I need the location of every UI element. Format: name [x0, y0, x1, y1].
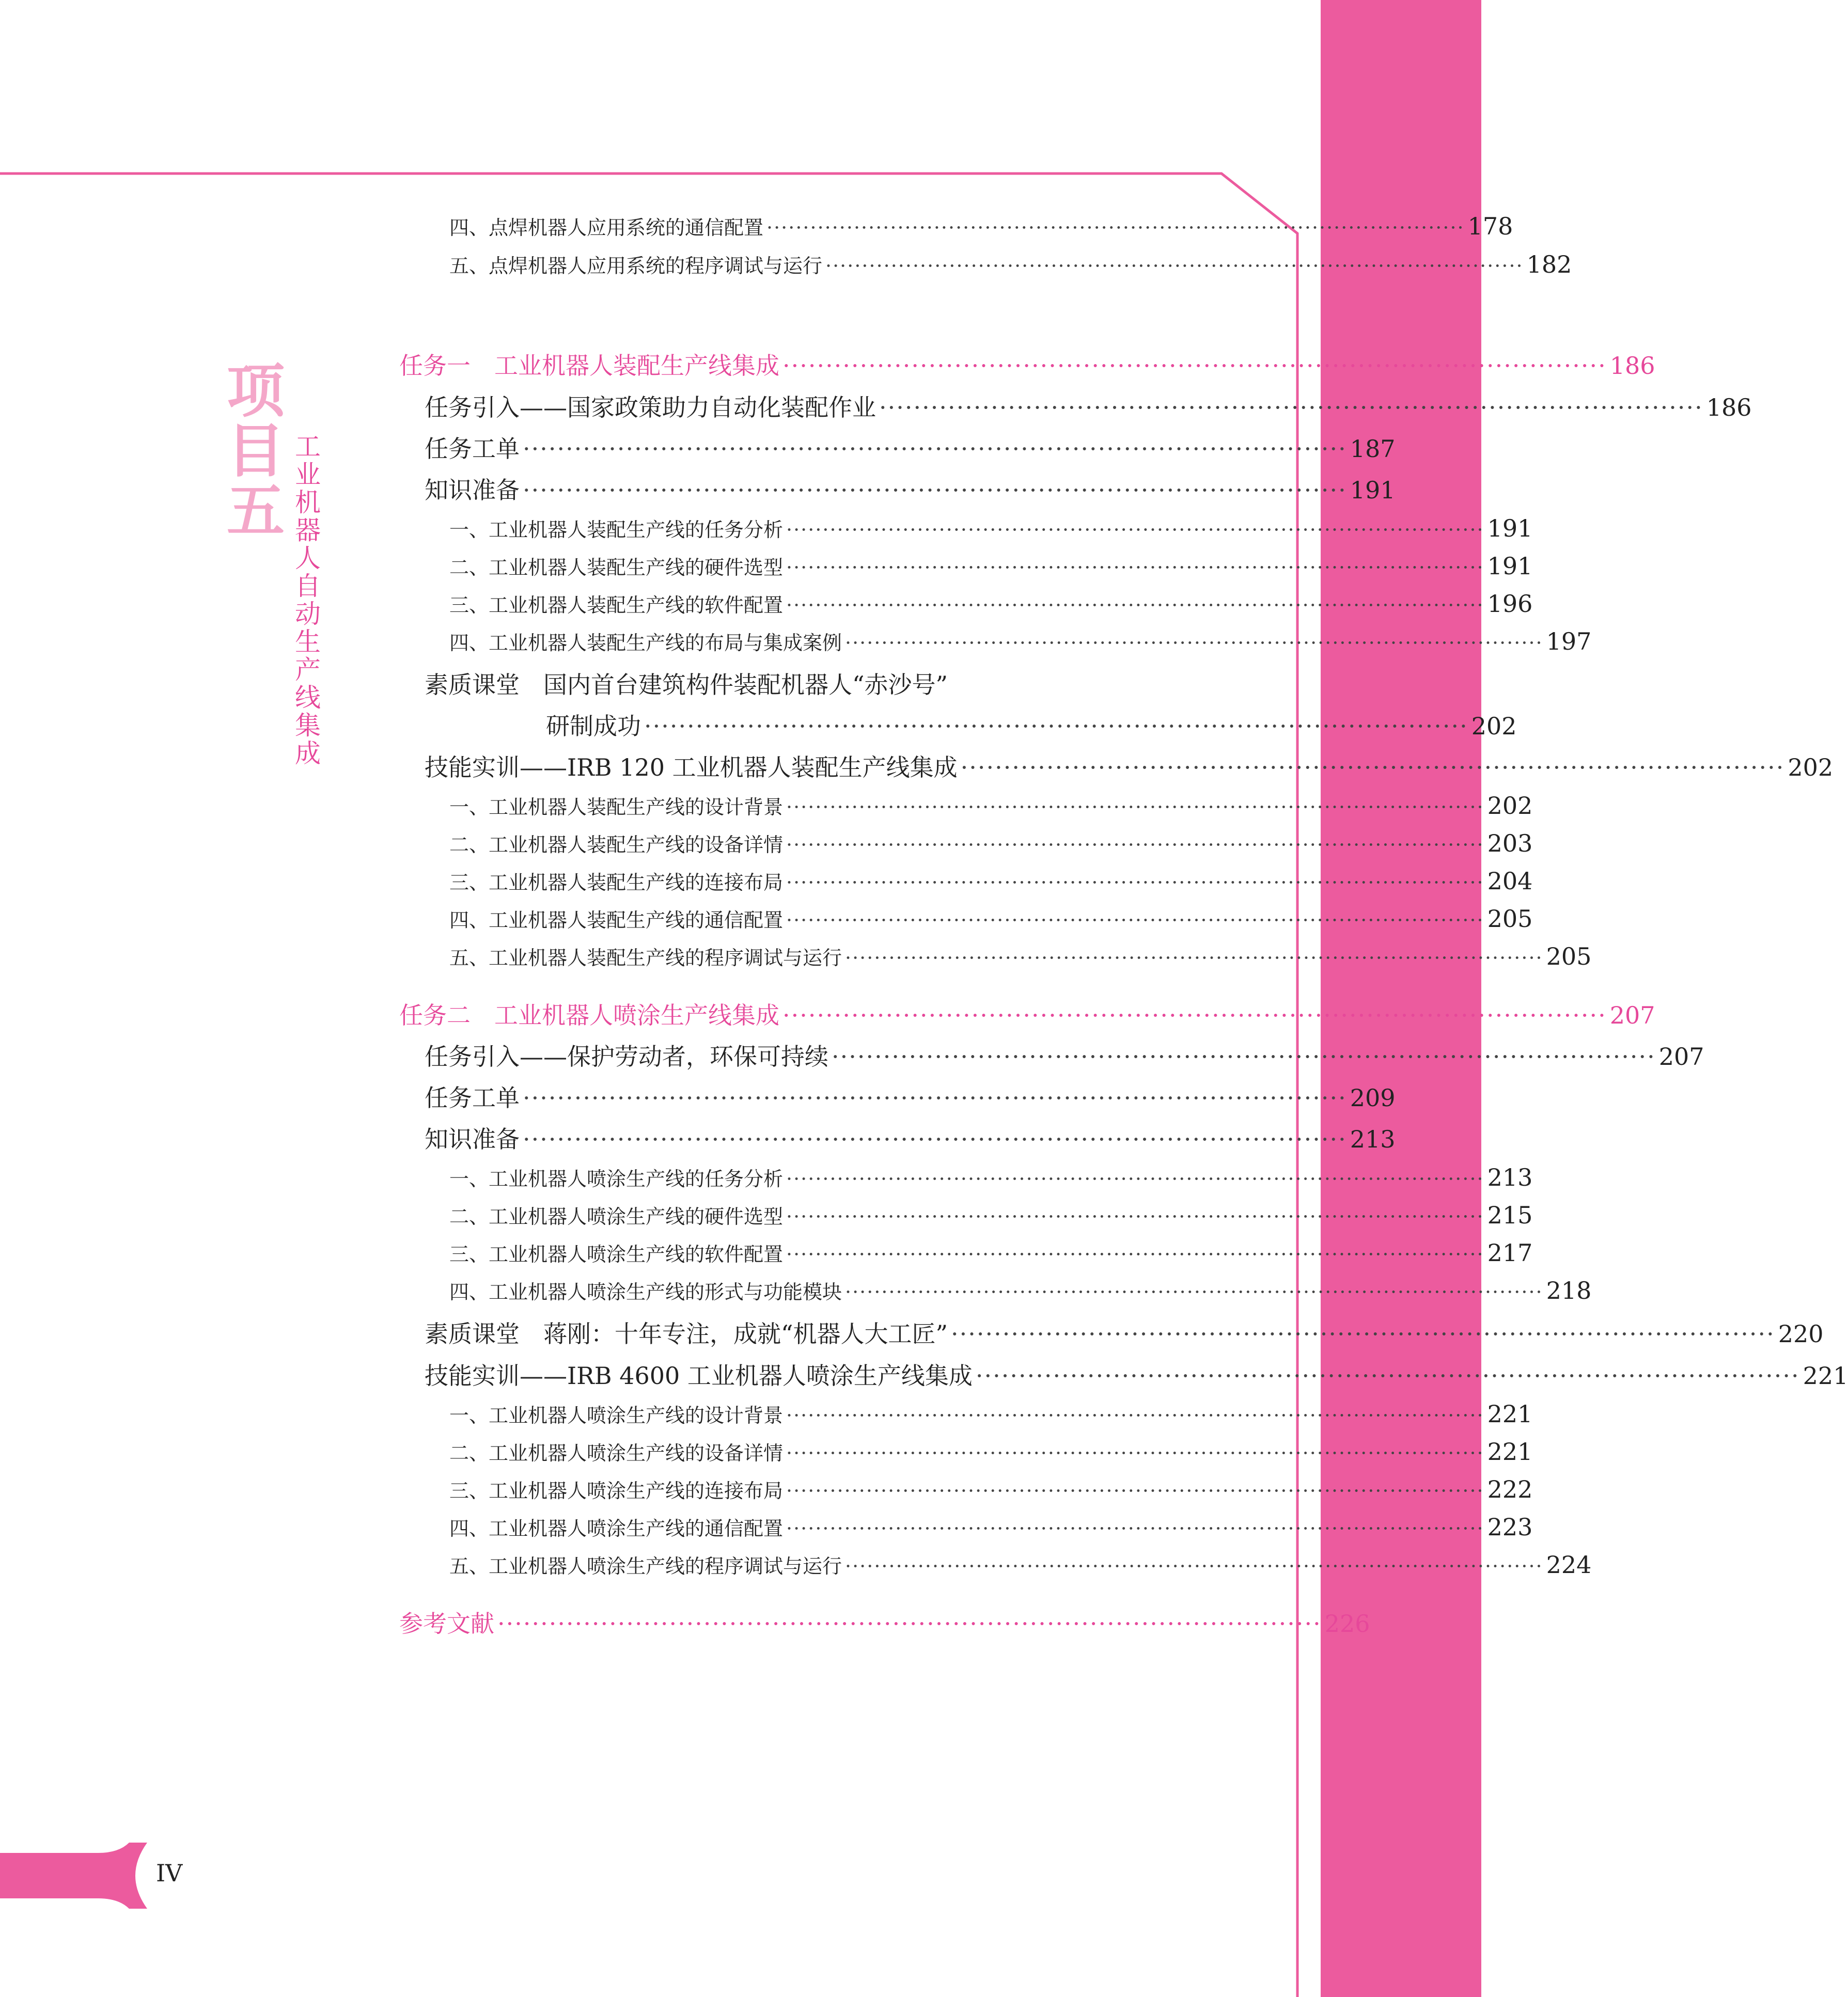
toc-entry[interactable]	[449, 552, 1533, 580]
toc-leader-dots: ································································································	[845, 1281, 1543, 1303]
toc-entry-page: 223	[1487, 1513, 1533, 1541]
toc-entry-title: 五、工业机器人喷涂生产线的程序调试与运行	[449, 1555, 842, 1578]
toc-entry[interactable]	[449, 627, 1592, 655]
project-subtitle-vertical	[292, 433, 324, 767]
toc-entry-title: 任务引入——国家政策助力自动化装配作业	[425, 394, 876, 421]
toc-entry-page: 224	[1546, 1551, 1592, 1579]
toc-leader-dots: ································································································	[951, 1320, 1775, 1348]
toc-entry[interactable]	[425, 1121, 1396, 1155]
toc-entry-title: 任务二 工业机器人喷涂生产线集成	[399, 1001, 779, 1029]
toc-leader-dots: ································································································	[523, 435, 1347, 463]
toc-entry[interactable]	[425, 1038, 1704, 1072]
toc-leader-dots: ································································································	[523, 1125, 1347, 1153]
toc-entry-title: 素质课堂 蒋刚：十年专注，成就“机器人大工匠”	[425, 1320, 948, 1348]
toc-leader-dots: ································································································	[786, 1243, 1484, 1266]
toc-leader-dots: ································································································	[845, 1555, 1543, 1578]
toc-entry[interactable]	[425, 749, 1834, 783]
toc-entry-title: 三、工业机器人装配生产线的软件配置	[449, 594, 784, 617]
toc-entry-page: 213	[1487, 1163, 1533, 1191]
subtitle-char: 工	[295, 432, 321, 462]
toc-entry-page: 205	[1546, 942, 1592, 970]
toc-entry[interactable]	[449, 1475, 1533, 1503]
toc-entry[interactable]	[449, 1238, 1533, 1267]
project-number-heading	[222, 358, 289, 545]
toc-entry-title: 三、工业机器人喷涂生产线的连接布局	[449, 1480, 784, 1502]
toc-leader-dots: ································································································	[975, 1362, 1800, 1390]
toc-leader-dots: ································································································	[960, 753, 1785, 781]
toc-entry-page: 203	[1487, 829, 1533, 857]
toc-entry-title: 四、点焊机器人应用系统的通信配置	[449, 216, 764, 239]
toc-entry-page: 196	[1487, 590, 1533, 618]
toc-entry-page: 197	[1546, 627, 1592, 655]
toc-entry-title: 四、工业机器人装配生产线的布局与集成案例	[449, 632, 842, 654]
toc-references-entry[interactable]	[399, 1605, 1370, 1639]
toc-entry[interactable]	[449, 867, 1533, 895]
toc-entry-page: 202	[1471, 712, 1517, 740]
toc-leader-dots: ································································································	[786, 1517, 1484, 1540]
toc-entry-title: 一、工业机器人装配生产线的设计背景	[449, 796, 784, 819]
toc-entry-page: 182	[1526, 250, 1572, 278]
toc-leader-dots: ································································································	[523, 476, 1347, 504]
subtitle-char: 人	[295, 543, 321, 573]
toc-leader-dots: ································································································	[523, 1084, 1347, 1112]
toc-entry[interactable]	[449, 212, 1513, 240]
toc-entry[interactable]	[449, 942, 1592, 970]
subtitle-char: 机	[295, 488, 321, 517]
toc-entry-title: 参考文献	[399, 1610, 494, 1638]
toc-entry[interactable]	[449, 514, 1533, 542]
subtitle-char: 成	[295, 738, 321, 768]
toc-entry-page: 215	[1487, 1201, 1533, 1229]
toc-entry[interactable]	[449, 791, 1533, 820]
toc-entry[interactable]	[449, 1163, 1533, 1191]
toc-entry-title: 任务引入——保护劳动者，环保可持续	[425, 1043, 828, 1071]
toc-leader-dots: ································································································	[786, 1205, 1484, 1228]
toc-entry-page: 222	[1487, 1475, 1533, 1503]
toc-entry-title: 知识准备	[425, 476, 520, 504]
subtitle-char: 业	[295, 460, 321, 490]
toc-entry[interactable]	[425, 1357, 1848, 1391]
toc-entry-title-line1: 素质课堂 国内首台建筑构件装配机器人“赤沙号”	[425, 671, 948, 699]
project-title-char: 目	[227, 418, 285, 485]
toc-entry-page: 186	[1706, 394, 1752, 421]
toc-entry-title: 二、工业机器人喷涂生产线的硬件选型	[449, 1205, 784, 1228]
toc-leader-dots: ································································································	[786, 871, 1484, 894]
toc-leader-dots: ································································································	[786, 556, 1484, 579]
toc-entry-title: 研制成功	[546, 712, 641, 740]
toc-entry-page: 218	[1546, 1277, 1592, 1304]
page-number: IV	[156, 1859, 183, 1887]
toc-entry[interactable]	[449, 1400, 1533, 1428]
toc-entry-title: 四、工业机器人喷涂生产线的形式与功能模块	[449, 1281, 842, 1303]
toc-entry-page: 191	[1487, 552, 1533, 580]
toc-leader-dots: ································································································	[644, 712, 1468, 740]
toc-entry-page: 202	[1788, 753, 1834, 781]
toc-entry-title: 二、工业机器人喷涂生产线的设备详情	[449, 1442, 784, 1465]
toc-leader-dots: ································································································	[786, 909, 1484, 932]
subtitle-char: 生	[295, 627, 321, 657]
project-title-char: 项	[227, 358, 285, 425]
toc-entry-page: 221	[1487, 1438, 1533, 1466]
toc-entry-title: 知识准备	[425, 1125, 520, 1153]
toc-leader-dots: ································································································	[766, 216, 1465, 239]
subtitle-char: 动	[295, 599, 321, 629]
toc-entry[interactable]	[449, 589, 1533, 618]
toc-entry-page: 217	[1487, 1239, 1533, 1267]
toc-entry[interactable]	[449, 1276, 1592, 1304]
toc-entry-page: 186	[1609, 352, 1655, 380]
toc-leader-dots: ································································································	[825, 255, 1524, 277]
toc-entry-title: 技能实训——IRB 120 工业机器人装配生产线集成	[425, 753, 958, 781]
toc-entry-page: 207	[1658, 1043, 1704, 1071]
subtitle-char: 产	[295, 655, 321, 685]
subtitle-char: 自	[295, 571, 321, 601]
toc-entry[interactable]	[425, 471, 1396, 506]
subtitle-char: 器	[295, 515, 321, 545]
toc-entry-page: 191	[1350, 476, 1396, 504]
toc-entry-page: 207	[1609, 1001, 1655, 1029]
project-title-char: 五	[227, 478, 285, 545]
toc-entry-page: 220	[1778, 1320, 1824, 1348]
toc-entry-title: 一、工业机器人装配生产线的任务分析	[449, 518, 784, 541]
wrench-decoration	[0, 1843, 147, 1909]
toc-entry-title: 技能实训——IRB 4600 工业机器人喷涂生产线集成	[425, 1362, 973, 1390]
toc-entry-page: 202	[1487, 792, 1533, 820]
toc-entry-page: 187	[1350, 435, 1396, 463]
toc-entry-page: 191	[1487, 514, 1533, 542]
toc-leader-dots: ································································································	[879, 394, 1703, 421]
toc-leader-dots: ································································································	[786, 834, 1484, 856]
toc-entry-title: 二、工业机器人装配生产线的硬件选型	[449, 556, 784, 579]
toc-leader-dots: ································································································	[786, 1480, 1484, 1502]
toc-leader-dots: ································································································	[786, 1404, 1484, 1427]
toc-entry[interactable]	[449, 904, 1533, 933]
toc-entry-page: 221	[1487, 1400, 1533, 1428]
subtitle-char: 集	[295, 711, 321, 741]
toc-leader-dots: ································································································	[786, 1168, 1484, 1190]
toc-entry-title: 任务一 工业机器人装配生产线集成	[399, 352, 779, 380]
toc-task-entry[interactable]	[399, 997, 1655, 1031]
toc-entry-title: 三、工业机器人装配生产线的连接布局	[449, 871, 784, 894]
toc-entry[interactable]	[449, 1201, 1533, 1229]
toc-leader-dots: ································································································	[786, 1442, 1484, 1465]
toc-entry-title: 一、工业机器人喷涂生产线的任务分析	[449, 1168, 784, 1190]
toc-entry[interactable]	[425, 1315, 1824, 1349]
toc-entry-title: 四、工业机器人装配生产线的通信配置	[449, 909, 784, 932]
toc-entry-title: 五、工业机器人装配生产线的程序调试与运行	[449, 947, 842, 969]
toc-entry-title: 四、工业机器人喷涂生产线的通信配置	[449, 1517, 784, 1540]
toc-entry[interactable]	[425, 1079, 1396, 1113]
toc-entry-page: 204	[1487, 867, 1533, 895]
toc-entry[interactable]	[425, 389, 1752, 423]
toc-leader-dots: ································································································	[497, 1610, 1322, 1638]
toc-leader-dots: ································································································	[782, 1001, 1607, 1029]
toc-entry[interactable]	[449, 250, 1572, 278]
toc-entry-page: 178	[1467, 212, 1513, 240]
toc-entry[interactable]	[449, 1513, 1533, 1541]
toc-leader-dots: ································································································	[786, 594, 1484, 617]
toc-leader-dots: ································································································	[845, 947, 1543, 969]
toc-leader-dots: ································································································	[782, 352, 1607, 380]
toc-entry-page: 226	[1324, 1610, 1370, 1638]
subtitle-char: 线	[295, 683, 321, 713]
toc-entry-title: 任务工单	[425, 1084, 520, 1112]
toc-entry-title: 二、工业机器人装配生产线的设备详情	[449, 834, 784, 856]
toc-leader-dots: ································································································	[845, 632, 1543, 654]
toc-leader-dots: ································································································	[786, 518, 1484, 541]
toc-entry[interactable]	[449, 1437, 1533, 1466]
toc-entry[interactable]	[425, 430, 1396, 464]
toc-leader-dots: ································································································	[832, 1043, 1656, 1071]
toc-entry-title: 三、工业机器人喷涂生产线的软件配置	[449, 1243, 784, 1266]
toc-entry-title: 任务工单	[425, 435, 520, 463]
toc-entry-title: 一、工业机器人喷涂生产线的设计背景	[449, 1404, 784, 1427]
toc-entry-title: 五、点焊机器人应用系统的程序调试与运行	[449, 255, 823, 277]
toc-entry-page: 221	[1803, 1362, 1848, 1390]
toc-entry[interactable]	[546, 707, 1517, 742]
toc-entry[interactable]	[449, 1550, 1592, 1579]
toc-entry-page: 205	[1487, 905, 1533, 933]
toc-task-entry[interactable]	[399, 347, 1655, 381]
toc-leader-dots: ································································································	[786, 796, 1484, 819]
toc-entry[interactable]	[449, 829, 1533, 857]
toc-entry-page: 209	[1350, 1084, 1396, 1112]
toc-entry-page: 213	[1350, 1125, 1396, 1153]
